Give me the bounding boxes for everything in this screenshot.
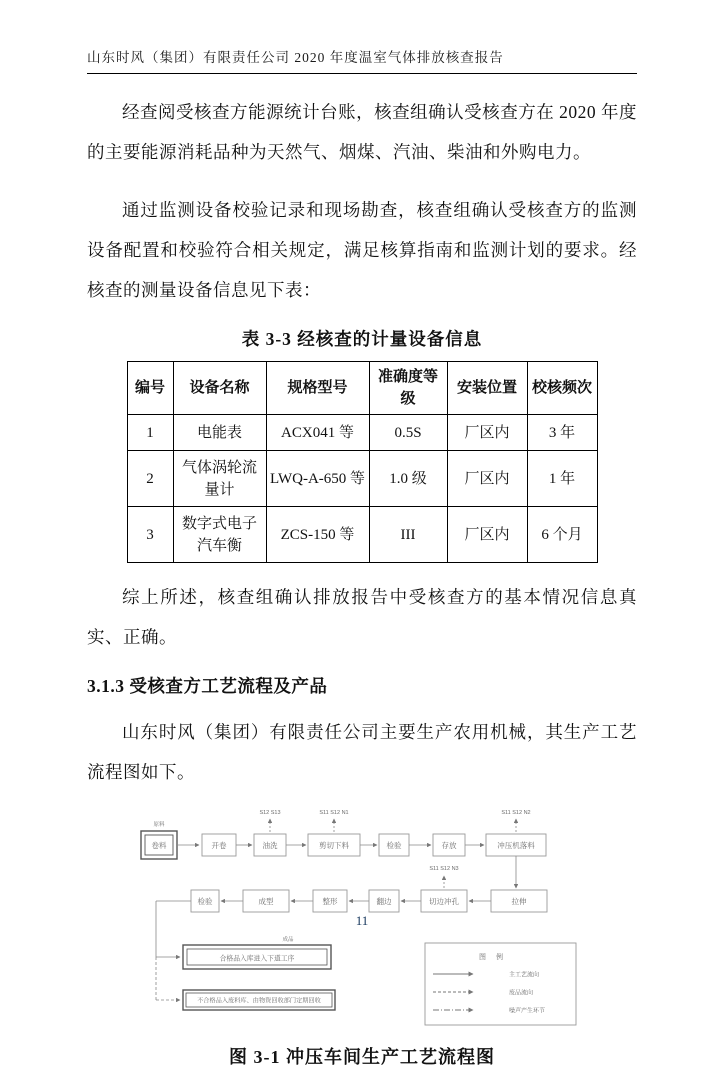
legend-item-scrap-flow: 废品流向	[509, 990, 534, 997]
legend-item-main-flow: 主工艺流向	[509, 972, 540, 979]
section-heading-3-1-3: 3.1.3 受核查方工艺流程及产品	[87, 676, 328, 696]
col-header-device: 设备名称	[173, 362, 266, 415]
table-title: 表 3-3 经核查的计量设备信息	[241, 329, 483, 349]
step-drawing: 拉伸	[511, 897, 527, 906]
step-flanging: 翻边	[376, 897, 392, 906]
product-label: 成品	[282, 937, 294, 943]
step-forming: 成型	[258, 897, 274, 906]
legend-title: 图 例	[479, 954, 507, 961]
meter-info-table	[127, 361, 598, 563]
cell-accuracy: 1.0 级	[369, 451, 447, 507]
figure-caption: 图 3-1 冲压车间生产工艺流程图	[229, 1047, 495, 1067]
cell-id: 2	[127, 451, 173, 507]
cell-accuracy: 0.5S	[369, 415, 447, 451]
step-inspect-1: 检验	[386, 841, 402, 850]
cell-device: 气体涡轮流量计	[173, 451, 266, 507]
cell-id: 3	[127, 507, 173, 563]
cell-model: LWQ-A-650 等	[266, 451, 369, 507]
table-header-row	[127, 362, 597, 415]
legend-item-noise: 噪声产生环节	[509, 1008, 546, 1015]
cell-frequency: 6 个月	[527, 507, 597, 563]
paragraph-energy-types: 经查阅受核查方能源统计台账，核查组确认受核查方在 2020 年度的主要能源消耗品种为天然气、烟煤、汽油、柴油和外购电力。	[87, 102, 637, 162]
qualified-box-text: 合格品入库进入下道工序	[219, 955, 295, 963]
step-trim-punch: 切边冲孔	[429, 897, 459, 906]
table-row	[127, 415, 597, 451]
step-press-blank: 冲压机落料	[497, 841, 535, 850]
table-row	[127, 507, 597, 563]
paragraph-process-intro: 山东时风（集团）有限责任公司主要生产农用机械，其生产工艺流程图如下。	[87, 722, 637, 782]
unqualified-box-text: 不合格品入废料库、由物资回收部门定期回收	[197, 997, 321, 1005]
step-inspect-2: 检验	[197, 897, 213, 906]
emission-label-2: S11 S12 N1	[319, 810, 349, 816]
col-header-model: 规格型号	[266, 362, 369, 415]
emission-label-4: S11 S12 N3	[429, 866, 459, 872]
cell-model: ACX041 等	[266, 415, 369, 451]
page-number: 11	[355, 913, 369, 928]
emission-label-1: S12 S13	[259, 810, 281, 816]
cell-location: 厂区内	[447, 451, 527, 507]
table-row	[127, 451, 597, 507]
step-shear: 剪切下料	[319, 841, 349, 850]
step-coil: 卷料	[151, 841, 167, 850]
cell-model: ZCS-150 等	[266, 507, 369, 563]
cell-location: 厂区内	[447, 415, 527, 451]
col-header-accuracy: 准确度等级	[369, 362, 447, 415]
report-header: 山东时风（集团）有限责任公司 2020 年度温室气体排放核查报告	[87, 46, 637, 74]
cell-frequency: 3 年	[527, 415, 597, 451]
cell-device: 数字式电子汽车衡	[173, 507, 266, 563]
paragraph-monitoring-devices: 通过监测设备校验记录和现场勘查，核查组确认受核查方的监测设备配置和校验符合相关规定，满足核算指南和监测计划的要求。经核查的测量设备信息见下表：	[87, 200, 637, 300]
col-header-id: 编号	[127, 362, 173, 415]
cell-accuracy: III	[369, 507, 447, 563]
step-uncoil: 开卷	[211, 841, 227, 850]
cell-id: 1	[127, 415, 173, 451]
step-reshape: 整形	[322, 897, 338, 906]
emission-label-3: S11 S12 N2	[501, 810, 531, 816]
col-header-frequency: 校核频次	[527, 362, 597, 415]
step-wash: 油洗	[262, 841, 278, 850]
raw-material-label: 原料	[153, 822, 165, 828]
col-header-location: 安装位置	[447, 362, 527, 415]
cell-device: 电能表	[173, 415, 266, 451]
cell-frequency: 1 年	[527, 451, 597, 507]
paragraph-conclusion: 综上所述，核查组确认排放报告中受核查方的基本情况信息真实、正确。	[87, 587, 637, 647]
step-store: 存放	[441, 841, 457, 850]
cell-location: 厂区内	[447, 507, 527, 563]
